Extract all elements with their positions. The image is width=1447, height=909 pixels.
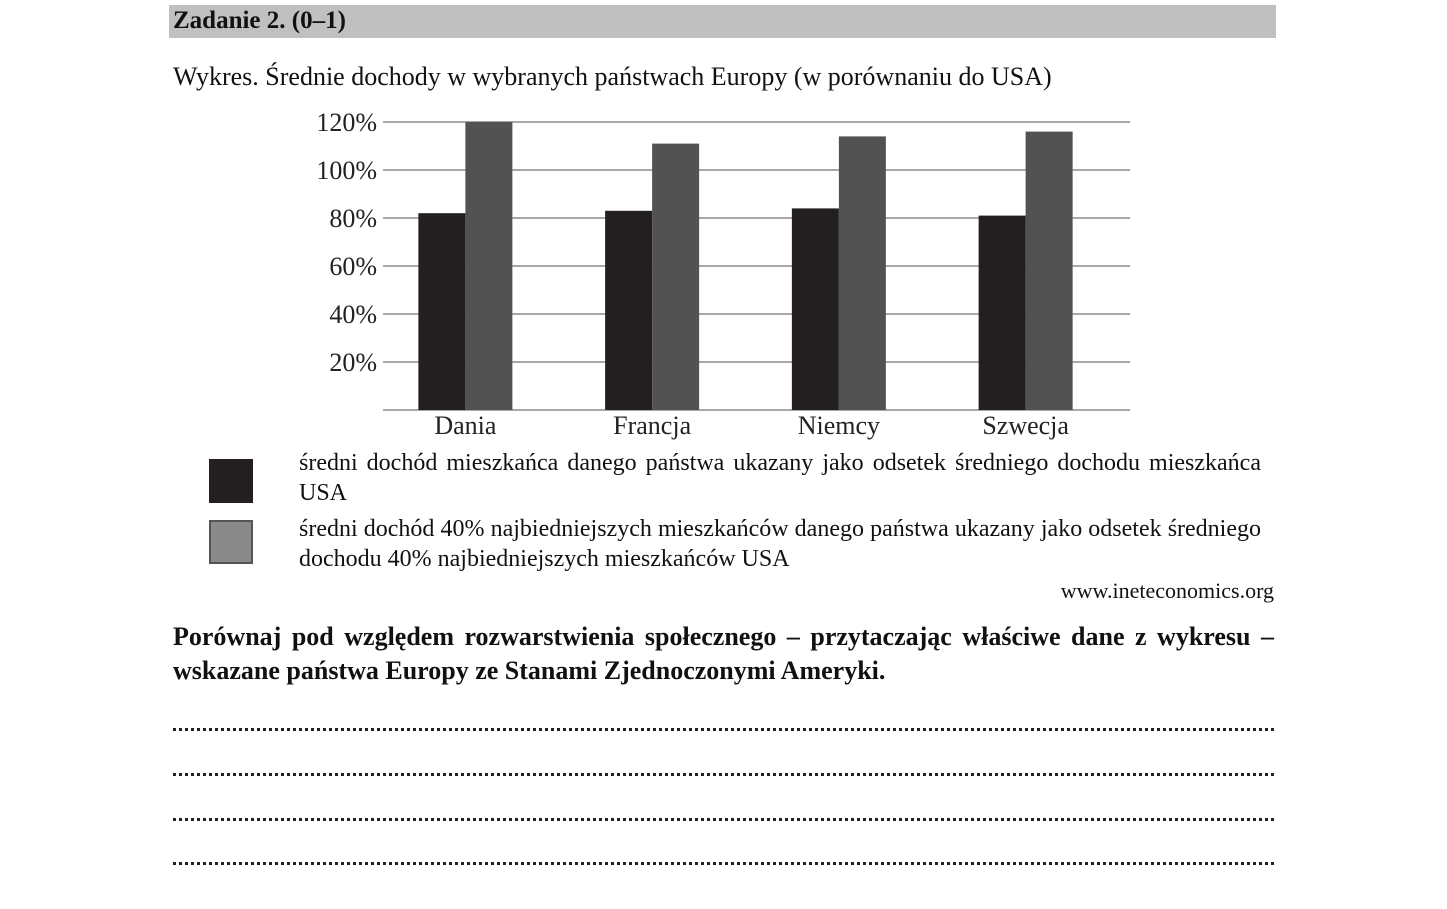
bar-poorest-income (839, 136, 886, 410)
legend-label-average: średni dochód mieszkańca danego państwa ukazany jako odsetek średniego dochodu mieszkańca USA (299, 450, 1261, 506)
y-tick-label: 120% (316, 108, 377, 137)
bar-poorest-income (1026, 132, 1073, 410)
y-tick-label: 40% (329, 300, 377, 329)
legend-swatch-poorest (209, 520, 253, 564)
answer-line[interactable] (173, 852, 1274, 865)
answer-line[interactable] (173, 808, 1274, 821)
x-tick-label: Dania (434, 411, 497, 440)
y-tick-label: 60% (329, 252, 377, 281)
x-tick-label: Francja (613, 411, 692, 440)
legend-swatch-average (209, 459, 253, 503)
question-text: Porównaj pod względem rozwarstwienia społecznego – przytaczając właściwe dane z wykresu – wskazane państwa Europy ze Stanami Zjednoczonymi Ameryki. (173, 622, 1274, 685)
chart-title: Wykres. Średnie dochody w wybranych państwach Europy (w porównaniu do USA) (173, 62, 1052, 91)
answer-line[interactable] (173, 718, 1274, 731)
y-tick-label: 100% (316, 156, 377, 185)
bar-average-income (792, 208, 839, 410)
x-tick-label: Szwecja (982, 411, 1069, 440)
y-tick-label: 80% (329, 204, 377, 233)
source-url: www.ineteconomics.org (1060, 578, 1274, 603)
bar-poorest-income (652, 144, 699, 410)
answer-line[interactable] (173, 763, 1274, 776)
bar-average-income (418, 213, 465, 410)
x-tick-label: Niemcy (797, 411, 881, 440)
bar-average-income (979, 216, 1026, 410)
bar-average-income (605, 211, 652, 410)
y-tick-label: 20% (329, 348, 377, 377)
task-header-label: Zadanie 2. (0–1) (173, 7, 346, 34)
legend-label-poorest: średni dochód 40% najbiedniejszych mieszkańców danego państwa ukazany jako odsetek średniego dochodu 40% najbiedniejszych mieszkańców USA (299, 516, 1261, 572)
bar-poorest-income (465, 122, 512, 410)
